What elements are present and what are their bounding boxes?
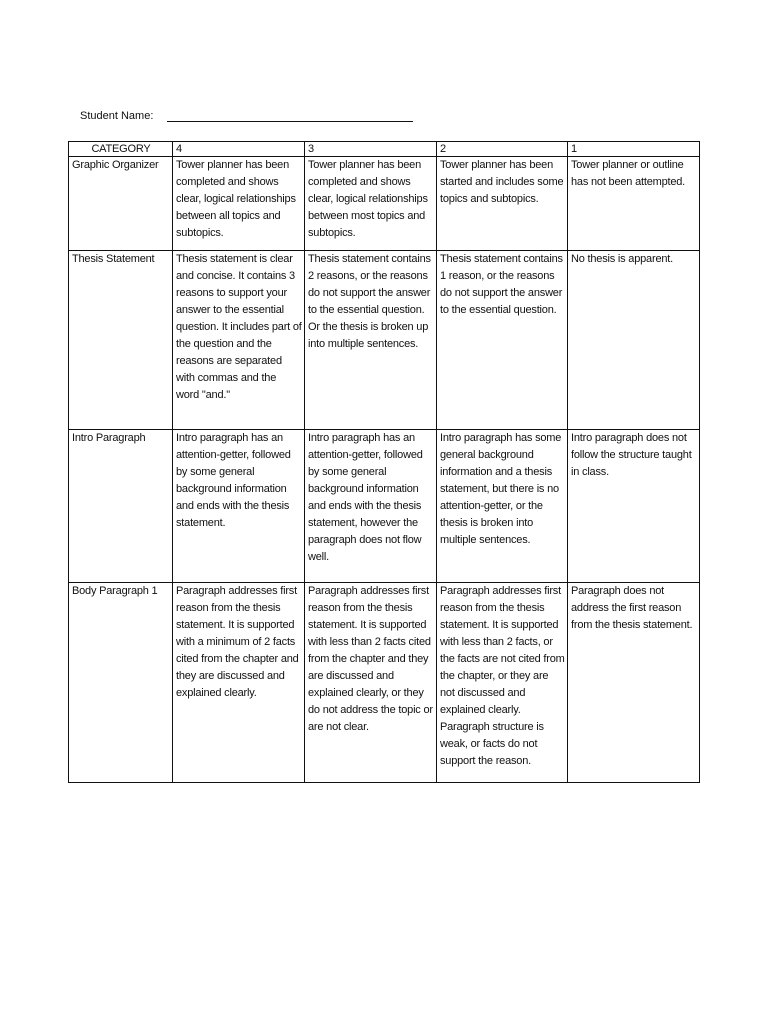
- criteria-cell: [305, 251, 437, 430]
- student-name-row: [80, 110, 413, 122]
- column-header-score-4: 4: [173, 142, 305, 157]
- row-category-cell: [69, 430, 173, 583]
- criteria-text: Paragraph does not address the first reason from the thesis statement.: [571, 585, 693, 631]
- rubric-row-intro-paragraph: [69, 430, 700, 583]
- column-header-score-3: 3: [305, 142, 437, 157]
- category-label: Graphic Organizer: [72, 159, 159, 171]
- row-category-cell: [69, 157, 173, 251]
- criteria-text: Tower planner or outline has not been attempted.: [571, 159, 686, 188]
- criteria-text: No thesis is apparent.: [571, 253, 673, 265]
- rubric-row-thesis-statement: [69, 251, 700, 430]
- criteria-cell: [173, 251, 305, 430]
- row-category-cell: [69, 251, 173, 430]
- criteria-text: Tower planner has been started and includes some topics and subtopics.: [440, 159, 564, 205]
- rubric-row-body-paragraph-1: [69, 583, 700, 783]
- criteria-cell: [437, 430, 568, 583]
- criteria-cell: [305, 583, 437, 783]
- student-name-blank: [167, 110, 413, 122]
- criteria-cell: [305, 430, 437, 583]
- criteria-cell: [568, 583, 700, 783]
- criteria-text: Thesis statement is clear and concise. It contains 3 reasons to support your answer to the essential question. It includes part of the question and the reasons are separated with commas and the word "and.": [176, 253, 302, 401]
- criteria-cell: [173, 583, 305, 783]
- criteria-cell: [568, 430, 700, 583]
- criteria-text: Intro paragraph has an attention-getter, followed by some general background information and ends with the thesis statement.: [176, 432, 291, 529]
- rubric-row-graphic-organizer: [69, 157, 700, 251]
- row-category-cell: [69, 583, 173, 783]
- criteria-cell: [173, 157, 305, 251]
- criteria-text: Intro paragraph does not follow the structure taught in class.: [571, 432, 692, 478]
- category-label: Intro Paragraph: [72, 432, 146, 444]
- criteria-cell: [437, 251, 568, 430]
- criteria-cell: [173, 430, 305, 583]
- criteria-text: Tower planner has been completed and shows clear, logical relationships between all topics and subtopics.: [176, 159, 296, 239]
- criteria-text: Paragraph addresses first reason from the thesis statement. It is supported with a minimum of 2 facts cited from the chapter and they are discussed and explained clearly.: [176, 585, 299, 699]
- criteria-text: Paragraph addresses first reason from the thesis statement. It is supported with less than 2 facts cited from the chapter and they are discussed and explained clearly, or they do not address the topic or are not clear.: [308, 585, 433, 733]
- rubric-header-row: [69, 142, 700, 157]
- category-label: Thesis Statement: [72, 253, 155, 265]
- column-header-score-2: 2: [437, 142, 568, 157]
- criteria-cell: [305, 157, 437, 251]
- criteria-text: Thesis statement contains 1 reason, or the reasons do not support the answer to the essential question.: [440, 253, 563, 316]
- criteria-text: Paragraph addresses first reason from the thesis statement. It is supported with less than 2 facts, or the facts are not cited from the chapter, or they are not discussed and explained clearly. Paragraph structure is weak, or facts do not support the reason.: [440, 585, 565, 767]
- column-header-score-1: 1: [568, 142, 700, 157]
- column-header-category: CATEGORY: [69, 142, 173, 157]
- criteria-cell: [437, 583, 568, 783]
- criteria-text: Thesis statement contains 2 reasons, or the reasons do not support the answer to the essential question. Or the thesis is broken up into multiple sentences.: [308, 253, 431, 350]
- criteria-text: Intro paragraph has an attention-getter, followed by some general background information and ends with the thesis statement, however the paragraph does not flow well.: [308, 432, 423, 563]
- rubric-table: [68, 141, 700, 783]
- criteria-cell: [568, 251, 700, 430]
- criteria-text: Intro paragraph has some general background information and a thesis statement, but there is no attention-getter, or the thesis is broken into multiple sentences.: [440, 432, 562, 546]
- criteria-text: Tower planner has been completed and shows clear, logical relationships between most topics and subtopics.: [308, 159, 428, 239]
- student-name-label: Student Name:: [80, 110, 154, 122]
- category-label: Body Paragraph 1: [72, 585, 158, 597]
- criteria-cell: [437, 157, 568, 251]
- criteria-cell: [568, 157, 700, 251]
